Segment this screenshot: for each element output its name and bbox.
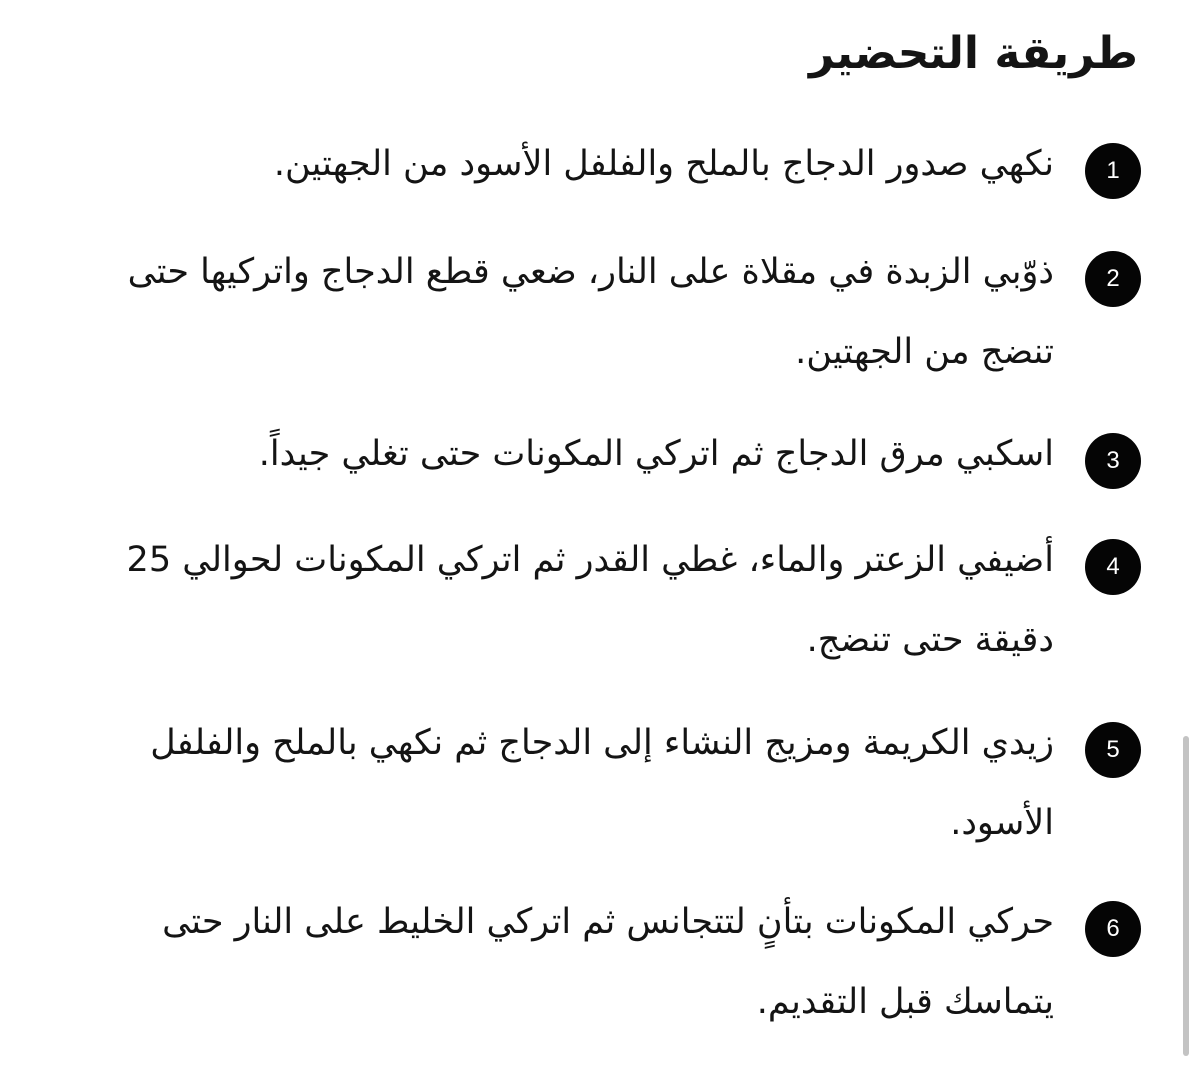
step-text: اسكبي مرق الدجاج ثم اتركي المكونات حتى تغلي جيداً. [258, 434, 1054, 474]
step-number-badge: 1 [1085, 143, 1141, 199]
scrollbar-thumb[interactable] [1183, 736, 1189, 1056]
step-number-badge: 5 [1085, 722, 1141, 778]
step-number-badge: 4 [1085, 539, 1141, 595]
step-text: حركي المكونات بتأنٍ لتتجانس ثم اتركي الخليط على النار حتى يتماسك قبل التقديم. [162, 902, 1054, 1022]
step-number-badge: 6 [1085, 901, 1141, 957]
step-text: نكهي صدور الدجاج بالملح والفلفل الأسود من الجهتين. [273, 144, 1054, 184]
step-text: ذوّبي الزبدة في مقلاة على النار، ضعي قطع الدجاج واتركيها حتى تنضج من الجهتين. [127, 252, 1054, 372]
step-text: أضيفي الزعتر والماء، غطي القدر ثم اتركي المكونات لحوالي 25 دقيقة حتى تنضج. [126, 540, 1054, 660]
step-number-badge: 3 [1085, 433, 1141, 489]
section-title: طريقة التحضير [809, 28, 1138, 79]
step-text: زيدي الكريمة ومزيج النشاء إلى الدجاج ثم نكهي بالملح والفلفل الأسود. [150, 723, 1054, 843]
step-number-badge: 2 [1085, 251, 1141, 307]
